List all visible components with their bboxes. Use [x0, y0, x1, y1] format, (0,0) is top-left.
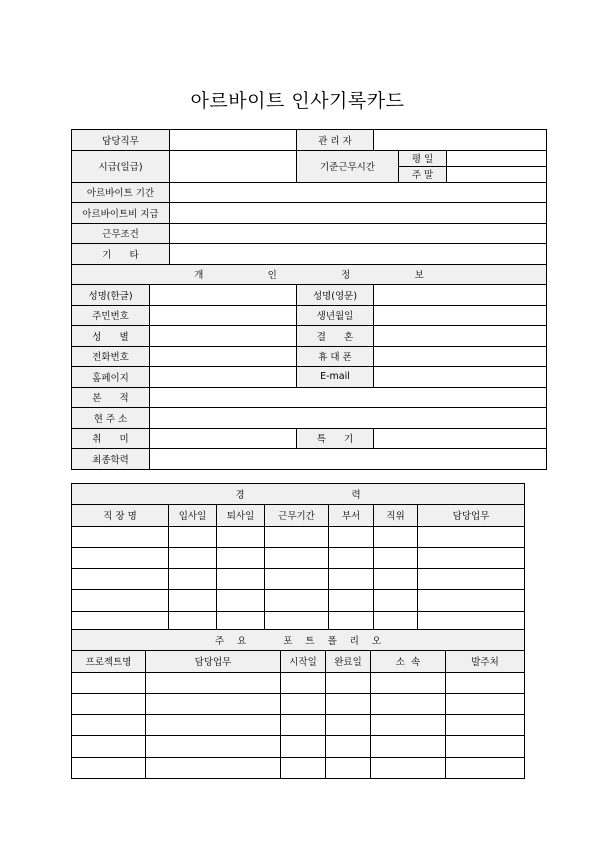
- portfolio-cell[interactable]: [326, 757, 371, 778]
- career-col-position: 직위: [374, 505, 418, 526]
- portfolio-cell[interactable]: [281, 672, 326, 693]
- duty-field[interactable]: [170, 130, 297, 151]
- portfolio-header-char: 포: [283, 636, 293, 648]
- email-label: E-mail: [297, 367, 374, 388]
- career-col-duty: 담당업무: [418, 505, 525, 526]
- personal-header-char: 개: [194, 270, 204, 282]
- portfolio-row: [72, 757, 525, 778]
- hourly-wage-field[interactable]: [170, 150, 297, 182]
- portfolio-header-char: 요: [237, 636, 247, 648]
- career-cell[interactable]: [217, 590, 265, 611]
- marital-field[interactable]: [374, 326, 547, 347]
- portfolio-cell[interactable]: [72, 672, 146, 693]
- payment-label: 아르바이트비 지급: [72, 203, 170, 224]
- etc-label: 기 타: [72, 244, 170, 265]
- origin-field[interactable]: [150, 387, 547, 408]
- record-card-table: [71, 129, 547, 470]
- portfolio-header-char: 폴: [327, 636, 337, 648]
- career-cell[interactable]: [374, 526, 418, 547]
- origin-label: 본 적: [72, 387, 150, 408]
- career-col-join-date: 입사일: [169, 505, 217, 526]
- gender-field[interactable]: [150, 326, 297, 347]
- name-kr-label: 성명(한글): [72, 285, 150, 306]
- career-col-department: 부서: [329, 505, 374, 526]
- portfolio-cell[interactable]: [72, 715, 146, 736]
- career-header-char: 력: [351, 490, 361, 502]
- career-cell[interactable]: [329, 547, 374, 568]
- career-col-duration: 근무기간: [265, 505, 329, 526]
- career-cell[interactable]: [217, 547, 265, 568]
- portfolio-cell[interactable]: [326, 715, 371, 736]
- portfolio-header-char: 오: [371, 636, 382, 648]
- portfolio-cell[interactable]: [326, 693, 371, 714]
- portfolio-header-char: 트: [305, 636, 315, 648]
- career-row: [72, 547, 525, 568]
- portfolio-row: [72, 672, 525, 693]
- address-label: 현 주 소: [72, 408, 150, 429]
- portfolio-cell[interactable]: [326, 736, 371, 757]
- career-cell[interactable]: [72, 547, 169, 568]
- mobile-label: 휴 대 폰: [297, 346, 374, 367]
- marital-label: 결 혼: [297, 326, 374, 347]
- career-table: [71, 483, 525, 633]
- portfolio-cell[interactable]: [146, 672, 281, 693]
- career-cell[interactable]: [329, 526, 374, 547]
- career-cell[interactable]: [418, 569, 525, 590]
- portfolio-col-project: 프로젝트명: [72, 651, 146, 672]
- career-cell[interactable]: [217, 526, 265, 547]
- portfolio-cell[interactable]: [446, 672, 525, 693]
- weekday-label: 평 일: [399, 150, 447, 166]
- manager-field[interactable]: [374, 130, 547, 151]
- specialty-field[interactable]: [374, 428, 547, 449]
- career-row: [72, 569, 525, 590]
- homepage-field[interactable]: [150, 367, 297, 388]
- career-row: [72, 590, 525, 611]
- personal-header-char: 보: [414, 270, 424, 282]
- portfolio-cell[interactable]: [446, 736, 525, 757]
- weekend-label: 주 말: [399, 166, 447, 182]
- portfolio-cell[interactable]: [281, 736, 326, 757]
- portfolio-col-duty: 담당업무: [146, 651, 281, 672]
- portfolio-cell[interactable]: [446, 757, 525, 778]
- personal-header-char: 인: [267, 270, 277, 282]
- career-cell[interactable]: [418, 547, 525, 568]
- career-cell[interactable]: [374, 547, 418, 568]
- portfolio-cell[interactable]: [281, 715, 326, 736]
- address-field[interactable]: [150, 408, 547, 429]
- period-label: 아르바이트 기간: [72, 182, 170, 203]
- birth-field[interactable]: [374, 305, 547, 326]
- id-number-label: 주민번호: [72, 305, 150, 326]
- portfolio-col-affiliation: 소 속: [371, 651, 446, 672]
- portfolio-cell[interactable]: [72, 757, 146, 778]
- portfolio-col-start: 시작일: [281, 651, 326, 672]
- portfolio-row: [72, 736, 525, 757]
- career-cell[interactable]: [265, 547, 329, 568]
- portfolio-cell[interactable]: [146, 736, 281, 757]
- portfolio-header-char: 리: [349, 636, 359, 648]
- portfolio-cell[interactable]: [281, 693, 326, 714]
- career-cell[interactable]: [329, 569, 374, 590]
- portfolio-table: [71, 629, 525, 779]
- portfolio-cell[interactable]: [446, 715, 525, 736]
- name-en-field[interactable]: [374, 285, 547, 306]
- career-cell[interactable]: [374, 569, 418, 590]
- education-label: 최종학력: [72, 449, 150, 470]
- portfolio-cell[interactable]: [371, 757, 446, 778]
- portfolio-col-client: 발주처: [446, 651, 525, 672]
- career-cell[interactable]: [169, 590, 217, 611]
- portfolio-row: [72, 715, 525, 736]
- birth-label: 생년월일: [297, 305, 374, 326]
- email-field[interactable]: [374, 367, 547, 388]
- portfolio-header-char: 주: [215, 636, 225, 648]
- duty-label: 담당직무: [72, 130, 170, 151]
- education-field[interactable]: [150, 449, 547, 470]
- portfolio-cell[interactable]: [371, 736, 446, 757]
- career-cell[interactable]: [418, 526, 525, 547]
- portfolio-header: [72, 630, 525, 651]
- career-cell[interactable]: [329, 590, 374, 611]
- career-cell[interactable]: [265, 590, 329, 611]
- specialty-label: 특 기: [297, 428, 374, 449]
- career-cell[interactable]: [418, 590, 525, 611]
- personal-header-char: 정: [341, 270, 351, 282]
- portfolio-cell[interactable]: [72, 736, 146, 757]
- career-cell[interactable]: [217, 569, 265, 590]
- career-row: [72, 526, 525, 547]
- career-cell[interactable]: [169, 526, 217, 547]
- payment-field[interactable]: [170, 203, 547, 224]
- career-header: [72, 484, 525, 505]
- career-cell[interactable]: [265, 526, 329, 547]
- portfolio-row: [72, 693, 525, 714]
- mobile-field[interactable]: [374, 346, 547, 367]
- hourly-wage-label: 시급(일급): [72, 150, 170, 182]
- period-field[interactable]: [170, 182, 547, 203]
- weekend-hours-field[interactable]: [447, 166, 547, 182]
- portfolio-cell[interactable]: [326, 672, 371, 693]
- portfolio-cell[interactable]: [281, 757, 326, 778]
- conditions-label: 근무조건: [72, 223, 170, 244]
- portfolio-cell[interactable]: [371, 672, 446, 693]
- career-cell[interactable]: [169, 569, 217, 590]
- career-col-leave-date: 퇴사일: [217, 505, 265, 526]
- hobby-label: 취 미: [72, 428, 150, 449]
- career-cell[interactable]: [374, 590, 418, 611]
- portfolio-cell[interactable]: [146, 693, 281, 714]
- portfolio-cell[interactable]: [146, 715, 281, 736]
- portfolio-cell[interactable]: [371, 715, 446, 736]
- portfolio-cell[interactable]: [72, 693, 146, 714]
- career-cell[interactable]: [72, 569, 169, 590]
- name-en-label: 성명(영문): [297, 285, 374, 306]
- portfolio-cell[interactable]: [446, 693, 525, 714]
- portfolio-col-end: 완료일: [326, 651, 371, 672]
- career-cell[interactable]: [169, 547, 217, 568]
- weekday-hours-field[interactable]: [447, 150, 547, 166]
- homepage-label: 홈페이지: [72, 367, 150, 388]
- name-kr-field[interactable]: [150, 285, 297, 306]
- phone-label: 전화번호: [72, 346, 150, 367]
- hobby-field[interactable]: [150, 428, 297, 449]
- phone-field[interactable]: [150, 346, 297, 367]
- career-header-char: 경: [235, 490, 245, 502]
- standard-hours-label: 기준근무시간: [297, 150, 399, 182]
- portfolio-cell[interactable]: [371, 693, 446, 714]
- page-title: 아르바이트 인사기록카드: [190, 90, 405, 112]
- career-cell[interactable]: [72, 590, 169, 611]
- conditions-field[interactable]: [170, 223, 547, 244]
- personal-info-header: [72, 264, 547, 285]
- career-cell[interactable]: [265, 569, 329, 590]
- career-col-company: 직 장 명: [72, 505, 169, 526]
- career-cell[interactable]: [72, 526, 169, 547]
- gender-label: 성 별: [72, 326, 150, 347]
- manager-label: 관 리 자: [297, 130, 374, 151]
- portfolio-cell[interactable]: [146, 757, 281, 778]
- id-number-field[interactable]: [150, 305, 297, 326]
- etc-field[interactable]: [170, 244, 547, 265]
